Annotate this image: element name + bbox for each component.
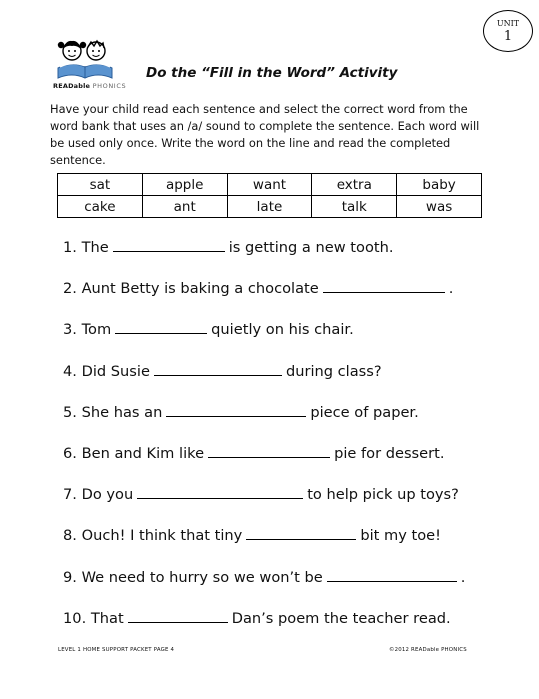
word-bank-cell: want: [227, 174, 312, 196]
question-item: [63, 484, 503, 525]
question-number: 10.: [63, 609, 87, 627]
word-bank-cell: apple: [142, 174, 227, 196]
question-text-before: Do you: [81, 486, 134, 504]
word-bank-table: [57, 173, 482, 218]
activity-title: Do the “Fill in the Word” Activity: [146, 65, 398, 81]
kids-reading-book-icon: [52, 36, 122, 82]
question-number: 2.: [63, 280, 77, 298]
question-text-after: Dan’s poem the teacher read.: [231, 609, 451, 627]
question-list: [63, 237, 503, 649]
answer-blank[interactable]: [208, 443, 330, 458]
question-number: 6.: [63, 444, 77, 462]
word-bank-cell: ant: [142, 196, 227, 218]
readable-phonics-logo: [48, 36, 128, 94]
question-text-after: .: [448, 280, 454, 298]
question-number: 8.: [63, 527, 77, 545]
question-item: [63, 402, 503, 443]
question-item: [63, 525, 503, 566]
word-bank-cell: extra: [312, 174, 397, 196]
logo-brand: [53, 82, 126, 90]
word-bank-cell: was: [397, 196, 482, 218]
question-text-after: .: [460, 568, 466, 586]
question-text-before: Ben and Kim like: [81, 444, 205, 462]
question-text-before: Ouch! I think that tiny: [81, 527, 243, 545]
question-item: [63, 567, 503, 608]
logo-brand-name: READable: [53, 82, 91, 90]
word-bank-cell: cake: [58, 196, 143, 218]
word-bank-row: [58, 196, 482, 218]
question-text-before: We need to hurry so we won’t be: [81, 568, 323, 586]
question-item: [63, 608, 503, 649]
question-number: 9.: [63, 568, 77, 586]
answer-blank[interactable]: [246, 525, 356, 540]
answer-blank[interactable]: [166, 402, 306, 417]
unit-number: 1: [503, 29, 513, 44]
question-text-before: Tom: [81, 321, 112, 339]
word-bank-cell: talk: [312, 196, 397, 218]
question-number: 7.: [63, 486, 77, 504]
question-text-before: Aunt Betty is baking a chocolate: [81, 280, 319, 298]
question-text-after: to help pick up toys?: [307, 486, 459, 504]
unit-badge: [483, 10, 533, 52]
question-text-after: piece of paper.: [310, 403, 419, 421]
question-text-after: quietly on his chair.: [211, 321, 354, 339]
question-item: [63, 237, 503, 278]
unit-label: UNIT: [496, 19, 520, 28]
logo-brand-sub: PHONICS: [92, 82, 127, 90]
word-bank-cell: sat: [58, 174, 143, 196]
question-text-after: during class?: [285, 362, 382, 380]
instructions-text: Have your child read each sentence and select the correct word from the word bank that uses an /a/ sound to complete the sentence. Each word will be used only once. Write the word on the line and read the completed sentence.: [50, 102, 480, 167]
answer-blank[interactable]: [327, 567, 457, 582]
question-number: 3.: [63, 321, 77, 339]
question-text-after: is getting a new tooth.: [228, 239, 394, 256]
question-text-after: bit my toe!: [360, 527, 441, 545]
question-item: [63, 361, 503, 402]
question-text-before: Did Susie: [81, 362, 150, 380]
answer-blank[interactable]: [154, 361, 282, 376]
question-text-before: The: [81, 239, 109, 256]
question-item: [63, 278, 503, 319]
answer-blank[interactable]: [323, 278, 445, 293]
answer-blank[interactable]: [115, 319, 207, 334]
question-text-before: She has an: [81, 403, 163, 421]
footer-copyright: ©2012 READable PHONICS: [389, 647, 467, 653]
answer-blank[interactable]: [137, 484, 303, 499]
question-number: 1.: [63, 239, 77, 256]
answer-blank[interactable]: [113, 237, 225, 252]
question-text-after: pie for dessert.: [334, 444, 445, 462]
question-text-before: That: [90, 609, 124, 627]
question-item: [63, 319, 503, 360]
footer-packet-info: LEVEL 1 HOME SUPPORT PACKET PAGE 4: [58, 647, 175, 653]
question-number: 4.: [63, 362, 77, 380]
question-item: [63, 443, 503, 484]
word-bank-cell: late: [227, 196, 312, 218]
answer-blank[interactable]: [128, 608, 228, 623]
word-bank-row: [58, 174, 482, 196]
question-number: 5.: [63, 403, 77, 421]
word-bank-cell: baby: [397, 174, 482, 196]
